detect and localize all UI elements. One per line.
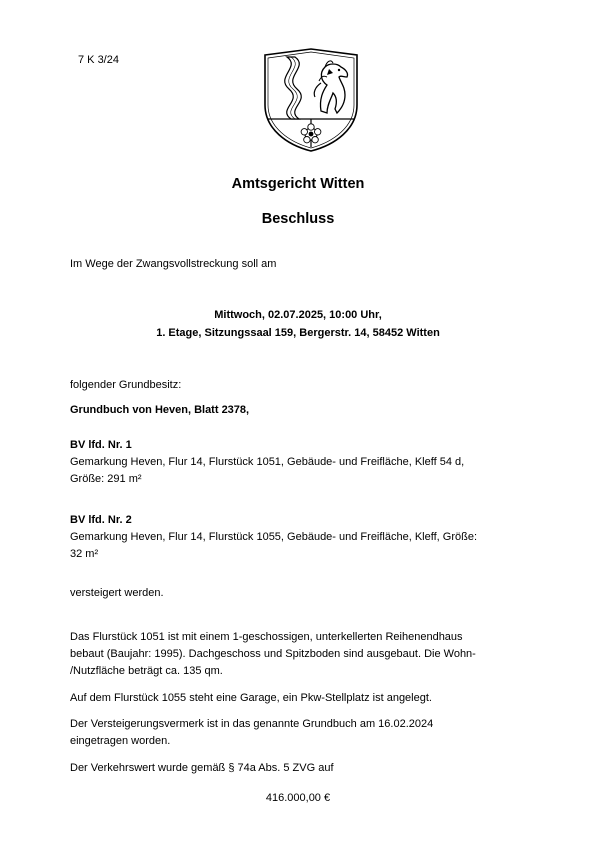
market-value: 416.000,00 € bbox=[265, 792, 331, 804]
property-intro: folgender Grundbesitz: bbox=[70, 379, 182, 391]
nrw-coat-of-arms-icon bbox=[261, 47, 361, 153]
auction-phrase: versteigert werden. bbox=[70, 587, 164, 599]
description-line: Das Flurstück 1051 ist mit einem 1-geschossigen, unterkellerten Reihenendhaus bbox=[70, 631, 463, 643]
hearing-location: 1. Etage, Sitzungssaal 159, Bergerstr. 14, 58452 Witten bbox=[156, 327, 440, 339]
parcel-size: 32 m² bbox=[70, 548, 99, 560]
parcel-2 bbox=[70, 512, 530, 563]
parcel-description: Gemarkung Heven, Flur 14, Flurstück 1055, Gebäude- und Freifläche, Kleff, Größe: bbox=[70, 531, 477, 543]
market-value-intro: Der Verkehrswert wurde gemäß § 74a Abs. 5 ZVG auf bbox=[70, 762, 334, 774]
property-description bbox=[70, 629, 530, 680]
registration-note bbox=[70, 716, 530, 750]
parcel-description: Gemarkung Heven, Flur 14, Flurstück 1051, Gebäude- und Freifläche, Kleff 54 d, bbox=[70, 456, 465, 468]
hearing-date: Mittwoch, 02.07.2025, 10:00 Uhr, bbox=[214, 309, 382, 321]
garage-text: Auf dem Flurstück 1055 steht eine Garage, ein Pkw-Stellplatz ist angelegt. bbox=[70, 692, 432, 704]
parcel-size: Größe: 291 m² bbox=[70, 473, 142, 485]
document-type-title: Beschluss bbox=[261, 211, 335, 227]
parcel-1 bbox=[70, 437, 530, 488]
registration-line: Der Versteigerungsvermerk ist in das genannte Grundbuch am 16.02.2024 bbox=[70, 718, 434, 730]
case-number: 7 K 3/24 bbox=[78, 54, 119, 66]
description-line: bebaut (Baujahr: 1995). Dachgeschoss und Spitzboden sind ausgebaut. Die Wohn- bbox=[70, 648, 476, 660]
parcel-label: BV lfd. Nr. 1 bbox=[70, 439, 132, 451]
land-register: Grundbuch von Heven, Blatt 2378, bbox=[70, 404, 250, 416]
registration-line: eingetragen worden. bbox=[70, 735, 171, 747]
parcel-label: BV lfd. Nr. 2 bbox=[70, 514, 132, 526]
intro-text: Im Wege der Zwangsvollstreckung soll am bbox=[70, 258, 277, 270]
court-name: Amtsgericht Witten bbox=[231, 176, 365, 192]
description-line: /Nutzfläche beträgt ca. 135 qm. bbox=[70, 665, 223, 677]
